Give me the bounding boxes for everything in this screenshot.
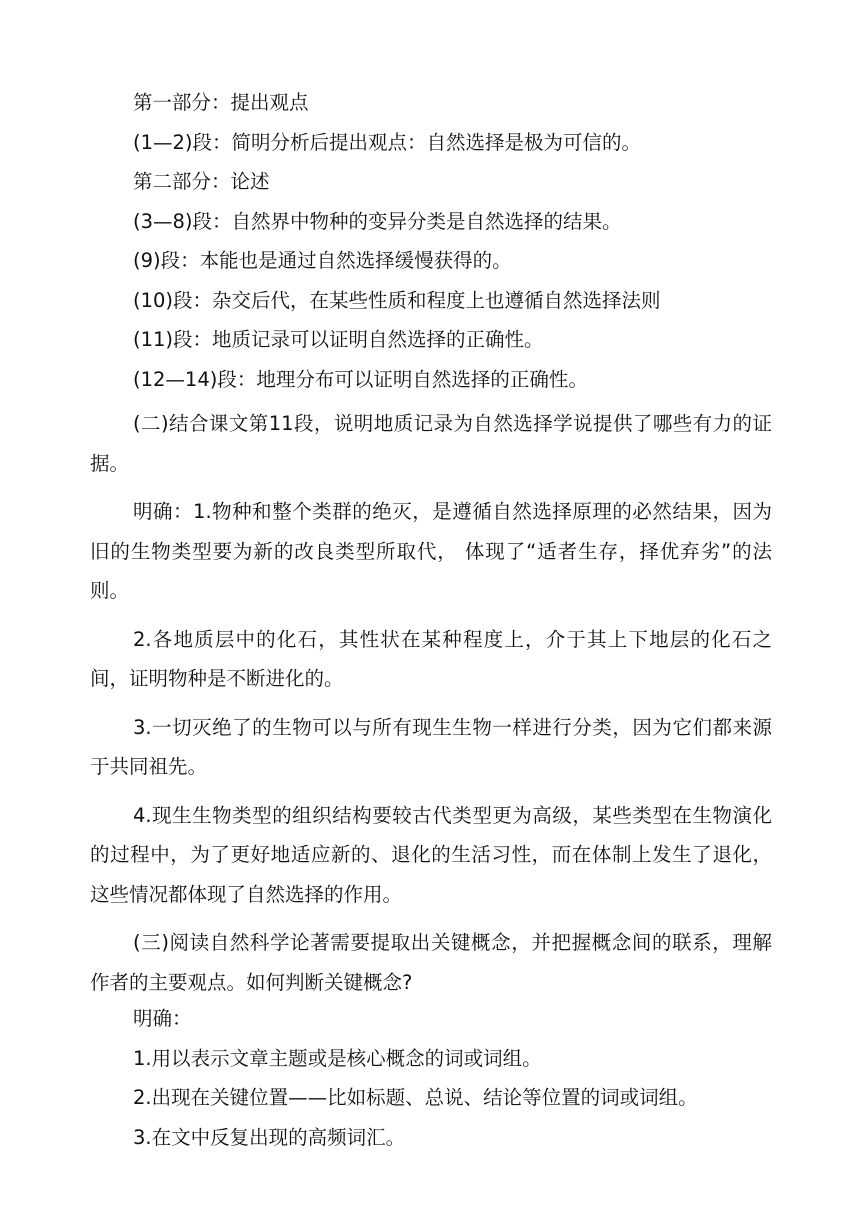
question-three-section bbox=[90, 923, 772, 1162]
structure-outline bbox=[90, 88, 772, 404]
outline-item: (9)段：本能也是通过自然选择缓慢获得的。 bbox=[133, 249, 512, 272]
outline-part-one: 第一部分：提出观点 bbox=[133, 91, 309, 114]
answer-heading: 明确： bbox=[133, 1007, 192, 1030]
outline-item: (1—2)段：简明分析后提出观点：自然选择是极为可信的。 bbox=[133, 130, 642, 154]
outline-item: (11)段：地质记录可以证明自然选择的正确性。 bbox=[133, 328, 544, 351]
outline-item: (10)段：杂交后代，在某些性质和程度上也遵循自然选择法则 bbox=[133, 288, 661, 312]
question-two-prompt: (二)结合课文第11段，说明地质记录为自然选择学说提供了哪些有力的证据。 bbox=[90, 412, 772, 475]
outline-part-two: 第二部分：论述 bbox=[133, 170, 270, 193]
question-two-section bbox=[90, 404, 772, 914]
answer-paragraph: 4.现生生物类型的组织结构要较古代类型更为高级，某些类型在生物演化的过程中，为了更好地适应新的、退化的生活习性，而在体制上发生了退化，这些情况都体现了自然选择的作用。 bbox=[90, 803, 772, 906]
question-three-prompt: (三)阅读自然科学论著需要提取出关键概念，并把握概念间的联系，理解作者的主要观点。如何判断关键概念? bbox=[90, 931, 772, 994]
answer-item: 3.在文中反复出现的高频词汇。 bbox=[133, 1125, 406, 1149]
outline-item: (12—14)段：地理分布可以证明自然选择的正确性。 bbox=[133, 367, 588, 391]
answer-item: 1.用以表示文章主题或是核心概念的词或词组。 bbox=[133, 1046, 542, 1070]
answer-paragraph: 明确：1.物种和整个类群的绝灭，是遵循自然选择原理的必然结果，因为旧的生物类型要为新的改良类型所取代， 体现了“适者生存，择优弃劣”的法则。 bbox=[90, 500, 772, 602]
outline-item: (3—8)段：自然界中物种的变异分类是自然选择的结果。 bbox=[133, 209, 622, 233]
answer-item: 2.出现在关键位置——比如标题、总说、结论等位置的词或词组。 bbox=[133, 1086, 698, 1109]
answer-paragraph: 3.一切灭绝了的生物可以与所有现生生物一样进行分类，因为它们都来源于共同祖先。 bbox=[90, 715, 772, 778]
answer-paragraph: 2.各地质层中的化石，其性状在某种程度上，介于其上下地层的化石之间，证明物种是不断进化的。 bbox=[90, 627, 772, 690]
